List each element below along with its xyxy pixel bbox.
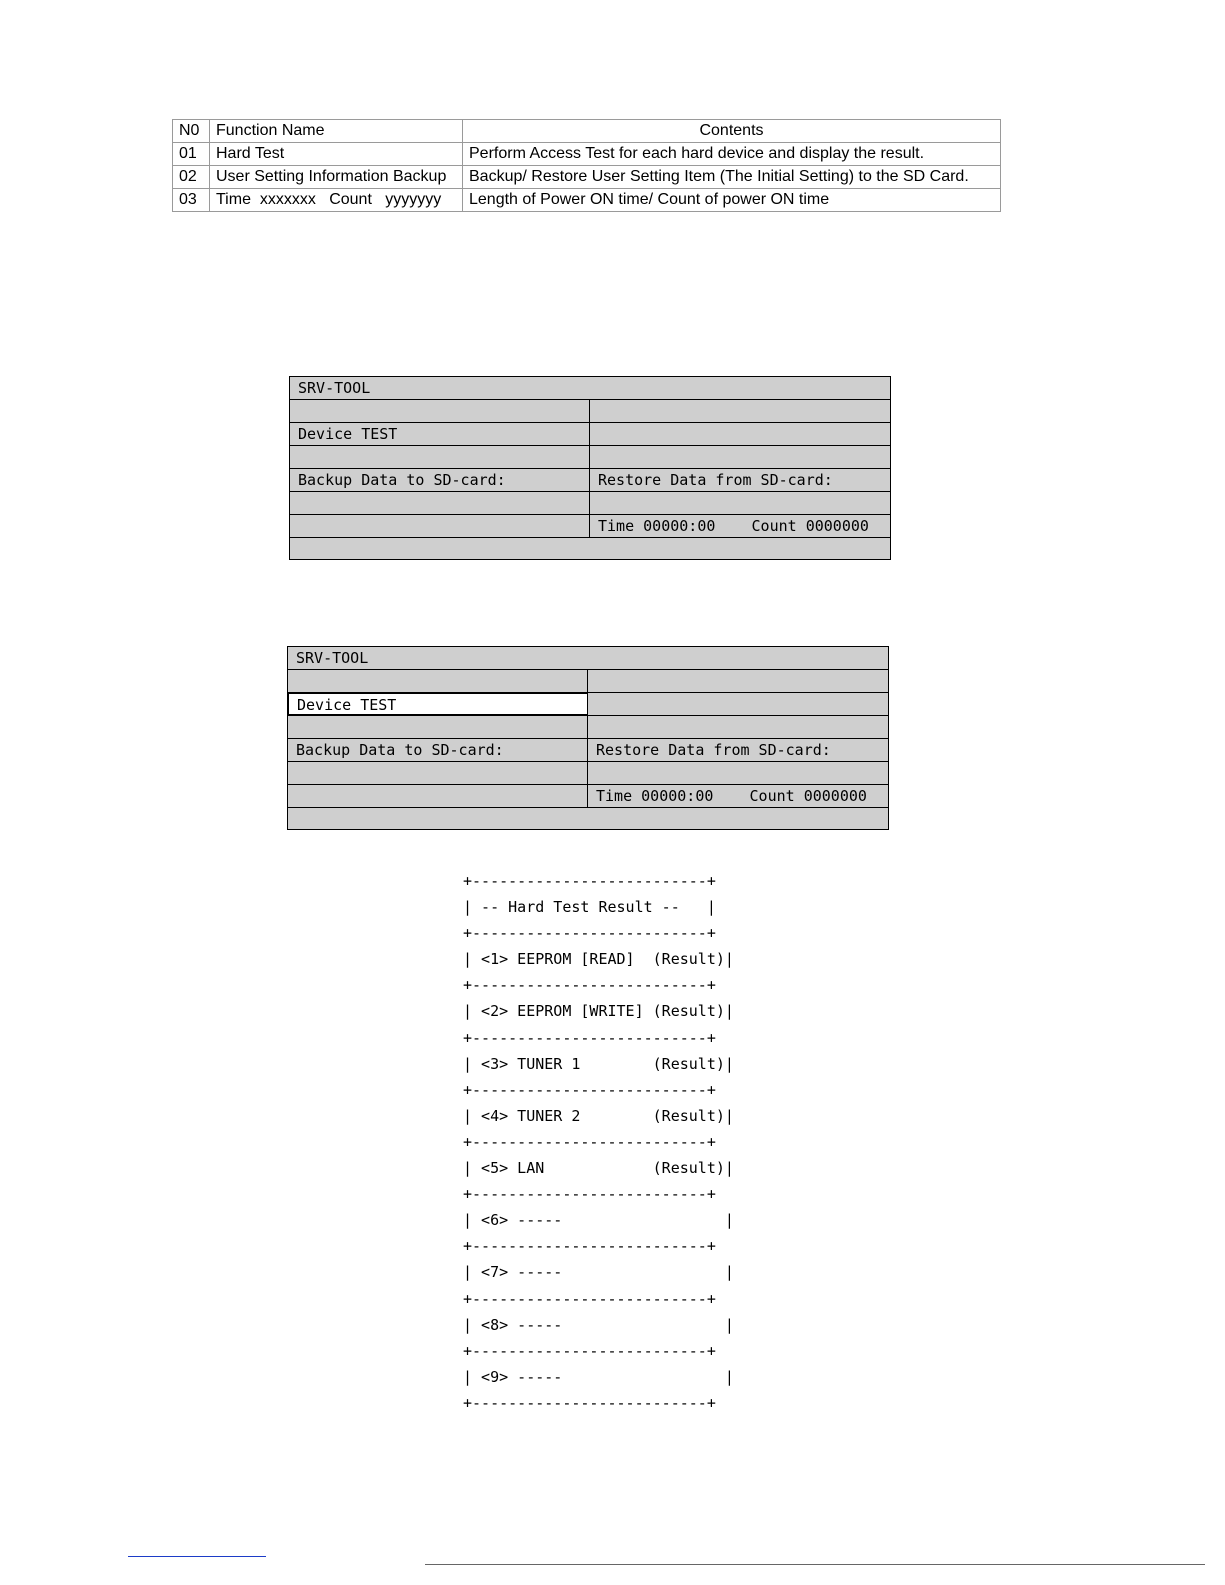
menu-row-blank xyxy=(290,446,890,469)
result-item: | <2> EEPROM [WRITE] (Result)| xyxy=(463,1002,734,1021)
row-contents: Length of Power ON time/ Count of power ON time xyxy=(463,189,1001,212)
table-row xyxy=(173,143,1001,166)
row-function-name: User Setting Information Backup xyxy=(210,166,463,189)
menu-row-blank xyxy=(290,400,890,423)
time-count-readout: Time 00000:00 Count 0000000 xyxy=(598,517,869,535)
header-function-name: Function Name xyxy=(210,120,463,143)
srv-tool-title: SRV-TOOL xyxy=(290,377,890,400)
result-border: +--------------------------+ xyxy=(463,1289,716,1308)
result-item: | <1> EEPROM [READ] (Result)| xyxy=(463,950,734,969)
menu-row-backup-restore xyxy=(288,739,888,762)
menu-cell-empty xyxy=(290,446,590,468)
menu-row-blank xyxy=(288,716,888,739)
function-table xyxy=(172,119,1001,212)
result-title: | -- Hard Test Result -- | xyxy=(463,898,716,917)
menu-cell-empty xyxy=(288,670,588,692)
menu-cell-empty xyxy=(290,492,590,514)
device-test-item-selected[interactable]: Device TEST xyxy=(288,693,588,715)
menu-cell-empty xyxy=(590,446,890,468)
menu-cell-empty xyxy=(288,785,588,807)
table-row xyxy=(173,166,1001,189)
result-border: +--------------------------+ xyxy=(463,1185,716,1204)
header-no: N0 xyxy=(173,120,210,143)
restore-item[interactable]: Restore Data from SD-card: xyxy=(598,471,833,489)
row-no: 01 xyxy=(173,143,210,166)
menu-row-backup-restore xyxy=(290,469,890,492)
row-function-name: Time xxxxxxx Count yyyyyyy xyxy=(210,189,463,212)
device-test-item[interactable]: Device TEST xyxy=(290,423,590,445)
row-no: 03 xyxy=(173,189,210,212)
time-count-readout: Time 00000:00 Count 0000000 xyxy=(596,787,867,805)
result-border: +--------------------------+ xyxy=(463,924,716,943)
menu-row-time-count xyxy=(288,785,888,808)
footer-link-underline xyxy=(128,1556,266,1557)
footer-divider xyxy=(425,1564,1205,1565)
table-row xyxy=(173,189,1001,212)
menu-cell-empty xyxy=(288,762,588,784)
table-header-row xyxy=(173,120,1001,143)
menu-cell-empty xyxy=(288,716,588,738)
menu-footer xyxy=(288,808,888,829)
menu-row-time-count xyxy=(290,515,890,538)
menu-row-device-test xyxy=(288,693,888,716)
menu-cell-empty xyxy=(590,492,890,514)
menu-cell-empty xyxy=(590,423,890,445)
srv-tool-title: SRV-TOOL xyxy=(288,647,888,670)
result-border: +--------------------------+ xyxy=(463,872,716,890)
menu-footer xyxy=(290,538,890,559)
menu-row-device-test xyxy=(290,423,890,446)
result-border: +--------------------------+ xyxy=(463,1341,716,1360)
menu-row-blank xyxy=(288,670,888,693)
row-contents: Backup/ Restore User Setting Item (The Initial Setting) to the SD Card. xyxy=(463,166,1001,189)
menu-row-blank xyxy=(290,492,890,515)
menu-cell-empty xyxy=(588,693,888,715)
result-item: | <6> ----- | xyxy=(463,1211,734,1230)
menu-cell-empty xyxy=(290,400,590,422)
result-border: +--------------------------+ xyxy=(463,1237,716,1256)
result-border: +--------------------------+ xyxy=(463,1132,716,1151)
result-border: +--------------------------+ xyxy=(463,1028,716,1047)
row-no: 02 xyxy=(173,166,210,189)
result-item: | <5> LAN (Result)| xyxy=(463,1159,734,1178)
srv-tool-menu-selected xyxy=(287,646,889,830)
menu-cell-empty xyxy=(588,670,888,692)
row-contents: Perform Access Test for each hard device and display the result. xyxy=(463,143,1001,166)
srv-tool-menu xyxy=(289,376,891,560)
menu-cell-empty xyxy=(590,400,890,422)
restore-item[interactable]: Restore Data from SD-card: xyxy=(596,741,831,759)
menu-cell-empty xyxy=(588,762,888,784)
hard-test-result-box xyxy=(463,868,734,1416)
backup-item[interactable]: Backup Data to SD-card: xyxy=(288,739,588,761)
result-item: | <3> TUNER 1 (Result)| xyxy=(463,1054,734,1073)
menu-cell-empty xyxy=(290,515,590,537)
row-function-name: Hard Test xyxy=(210,143,463,166)
result-border: +--------------------------+ xyxy=(463,976,716,995)
menu-cell-empty xyxy=(588,716,888,738)
header-contents: Contents xyxy=(463,120,1001,143)
backup-item[interactable]: Backup Data to SD-card: xyxy=(290,469,590,491)
result-item: | <9> ----- | xyxy=(463,1367,734,1386)
result-border: +--------------------------+ xyxy=(463,1080,716,1099)
result-border: +--------------------------+ xyxy=(463,1393,716,1412)
result-item: | <4> TUNER 2 (Result)| xyxy=(463,1106,734,1125)
result-item: | <7> ----- | xyxy=(463,1263,734,1282)
result-item: | <8> ----- | xyxy=(463,1315,734,1334)
menu-row-blank xyxy=(288,762,888,785)
